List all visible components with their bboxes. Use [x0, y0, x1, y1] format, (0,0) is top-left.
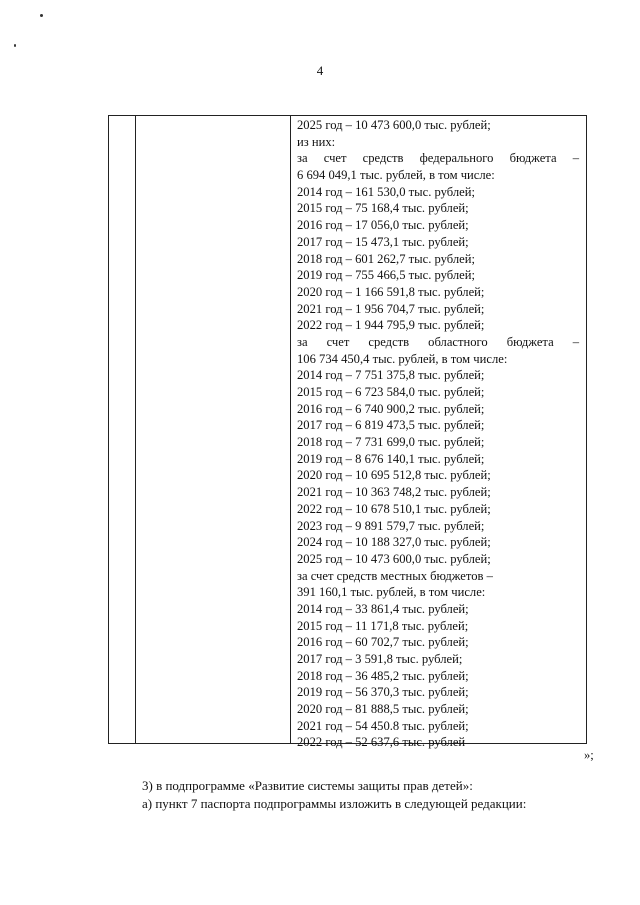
funding-line: 2015 год – 6 723 584,0 тыс. рублей;: [297, 385, 485, 399]
funding-line: за счет средств областного бюджета –: [297, 334, 579, 349]
funding-line: 2016 год – 60 702,7 тыс. рублей;: [297, 635, 469, 650]
subprogram-paragraph: 3) в подпрограмме «Развитие системы защиты прав детей»:: [142, 778, 473, 793]
funding-cell: [297, 117, 579, 751]
funding-line: 2019 год – 56 370,3 тыс. рублей;: [297, 685, 469, 700]
page-number: 4: [316, 63, 324, 78]
funding-line: 2025 год – 10 473 600,0 тыс. рублей;: [297, 551, 491, 566]
funding-line: 2023 год – 9 891 579,7 тыс. рублей;: [297, 518, 485, 533]
scan-speck: [40, 14, 43, 17]
funding-line: 2015 год – 75 168,4 тыс. рублей;: [297, 201, 469, 216]
funding-line: 2019 год – 755 466,5 тыс. рублей;: [297, 268, 475, 283]
funding-line: 2015 год – 11 171,8 тыс. рублей;: [297, 618, 469, 633]
funding-line: 2018 год – 36 485,2 тыс. рублей;: [297, 668, 469, 683]
table-column-divider: [290, 116, 291, 743]
funding-line: 2018 год – 7 731 699,0 тыс. рублей;: [297, 435, 485, 450]
funding-line: 2022 год – 1 944 795,9 тыс. рублей;: [297, 318, 485, 333]
funding-line: 391 160,1 тыс. рублей, в том числе:: [297, 585, 486, 600]
funding-line: за счет средств местных бюджетов –: [297, 568, 493, 583]
funding-line: 2018 год – 601 262,7 тыс. рублей;: [297, 251, 475, 266]
funding-line: 2022 год – 10 678 510,1 тыс. рублей;: [297, 501, 491, 516]
funding-line: 2020 год – 1 166 591,8 тыс. рублей;: [297, 284, 485, 299]
funding-line: 2025 год – 10 473 600,0 тыс. рублей;: [297, 118, 491, 132]
funding-line: 2017 год – 3 591,8 тыс. рублей;: [297, 652, 463, 666]
funding-line: 2016 год – 17 056,0 тыс. рублей;: [297, 218, 469, 233]
passport-table: [108, 115, 587, 750]
passport-item-paragraph: а) пункт 7 паспорта подпрограммы изложить в следующей редакции:: [142, 796, 527, 811]
funding-line: 2021 год – 10 363 748,2 тыс. рублей;: [297, 485, 491, 500]
scan-speck: [14, 44, 16, 47]
funding-line: 2024 год – 10 188 327,0 тыс. рублей;: [297, 535, 491, 550]
funding-line: 2014 год – 7 751 375,8 тыс. рублей;: [297, 368, 485, 383]
table-column-divider: [135, 116, 136, 743]
funding-line: 6 694 049,1 тыс. рублей, в том числе:: [297, 168, 495, 183]
funding-line: 106 734 450,4 тыс. рублей, в том числе:: [297, 351, 508, 366]
funding-line: 2016 год – 6 740 900,2 тыс. рублей;: [297, 401, 485, 416]
funding-line: 2014 год – 161 530,0 тыс. рублей;: [297, 184, 475, 199]
closing-quote: »;: [584, 748, 594, 762]
funding-line: 2021 год – 54 450.8 тыс. рублей;: [297, 718, 469, 733]
funding-line: 2019 год – 8 676 140,1 тыс. рублей;: [297, 451, 485, 466]
funding-line: из них:: [297, 134, 336, 149]
funding-line: 2020 год – 81 888,5 тыс. рублей;: [297, 702, 469, 717]
funding-line: 2021 год – 1 956 704,7 тыс. рублей;: [297, 301, 485, 316]
funding-line: 2017 год – 15 473,1 тыс. рублей;: [297, 234, 469, 249]
funding-line: 2020 год – 10 695 512,8 тыс. рублей;: [297, 468, 491, 483]
funding-line: за счет средств федерального бюджета –: [297, 151, 579, 166]
funding-line: 2022 год – 52 637,6 тыс. рублей: [297, 735, 466, 750]
funding-line: 2014 год – 33 861,4 тыс. рублей;: [297, 601, 469, 616]
funding-line: 2017 год – 6 819 473,5 тыс. рублей;: [297, 418, 485, 433]
